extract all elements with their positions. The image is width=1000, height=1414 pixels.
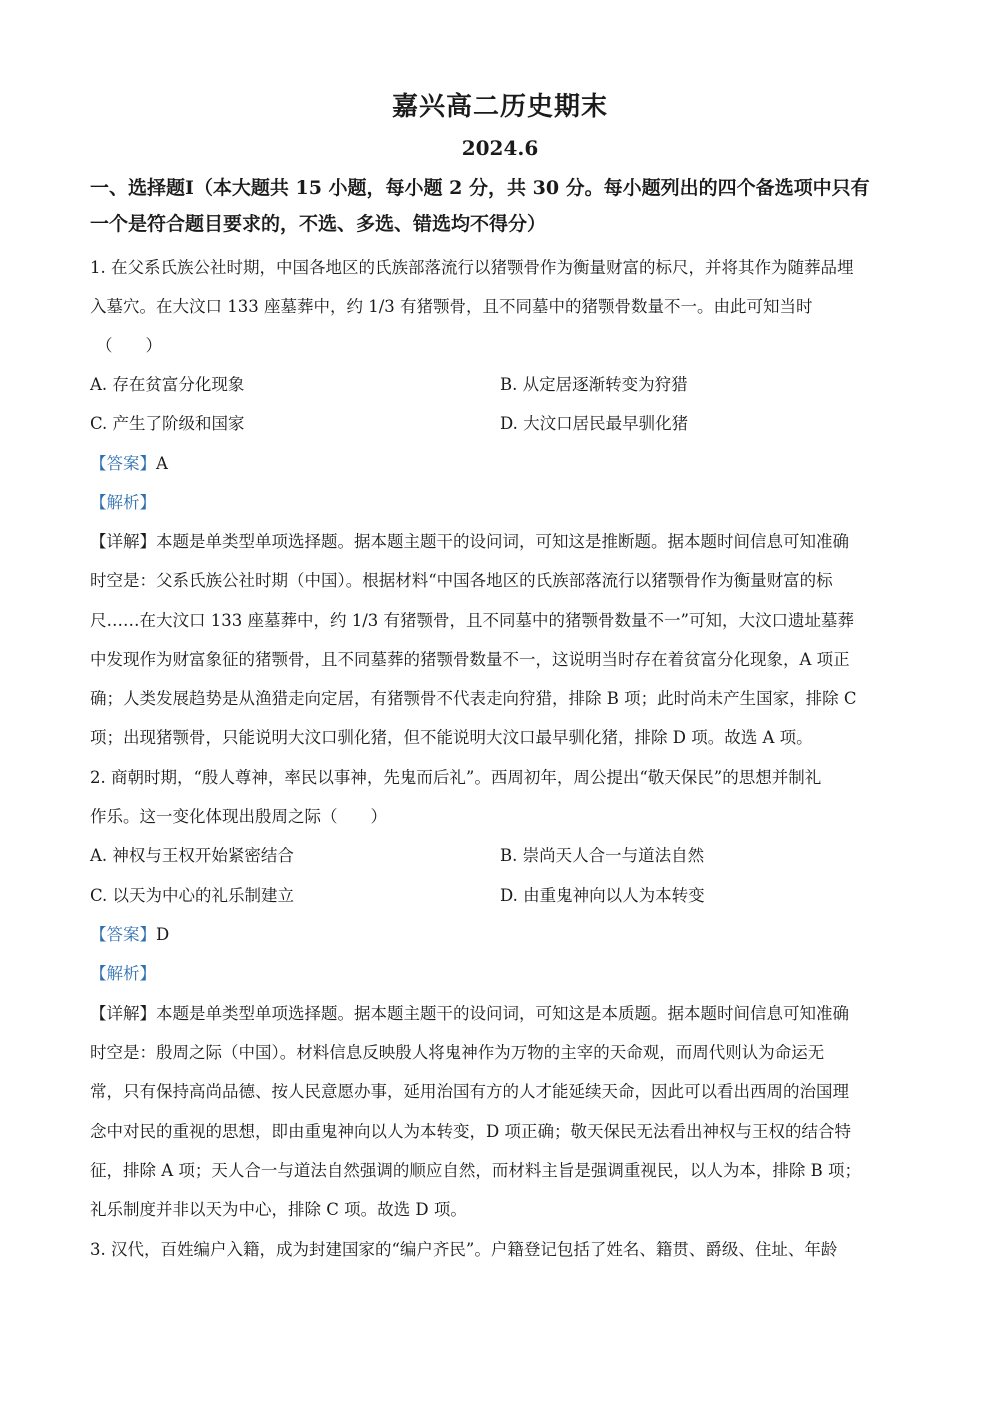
q1-detail-line-2: 时空是：父系氏族公社时期（中国）。根据材料“中国各地区的氏族部落流行以猪颚骨作为衡量财富的标 <box>90 571 833 590</box>
q2-detail-line-6: 礼乐制度并非以天为中心，排除 C 项。故选 D 项。 <box>90 1200 467 1219</box>
q2-analysis-label: 【解析】 <box>90 964 156 983</box>
q2-detail-line-4: 念中对民的重视的思想，即由重鬼神向以人为本转变，D 项正确；敬天保民无法看出神权与王权的结合特 <box>90 1122 851 1141</box>
q1-detail-first: 本题是单类型单项选择题。据本题主题干的设问词，可知这是推断题。据本题时间信息可知准确 <box>156 532 849 551</box>
section-heading-line-2: 一个是符合题目要求的，不选、多选、错选均不得分） <box>90 213 547 235</box>
q1-detail-line-3: 尺……在大汶口 133 座墓葬中，约 1/3 有猪颚骨，且不同墓中的猪颚骨数量不一”可知，大汶口遗址墓葬 <box>90 611 854 630</box>
q2-answer-value: D <box>156 925 170 944</box>
q1-option-b: B. 从定居逐渐转变为狩猎 <box>500 375 688 394</box>
q2-detail-line-5: 征，排除 A 项；天人合一与道法自然强调的顺应自然，而材料主旨是强调重视民，以人为本，排除 B 项； <box>90 1161 862 1180</box>
section-heading <box>90 170 910 242</box>
q2-analysis-row <box>90 962 156 986</box>
q1-option-c: C. 产生了阶级和国家 <box>90 414 245 433</box>
q1-detail-line-6: 项；出现猪颚骨，只能说明大汶口驯化猪，但不能说明大汶口最早驯化猪，排除 D 项。故选 A 项。 <box>90 728 813 747</box>
q1-answer-row <box>90 452 168 476</box>
q3-stem-line-1: 3. 汉代，百姓编户入籍，成为封建国家的“编户齐民”。户籍登记包括了姓名、籍贯、爵级、住址、年龄 <box>90 1240 838 1259</box>
document-title: 嘉兴高二历史期末 <box>391 92 608 122</box>
q2-detail-line-1 <box>90 1002 849 1026</box>
q2-stem-line-1: 2. 商朝时期，“殷人尊神，率民以事神，先鬼而后礼”。西周初年，周公提出“敬天保民”的思想并制礼 <box>90 768 822 787</box>
q2-option-b: B. 崇尚天人合一与道法自然 <box>500 846 705 865</box>
document-date: 2024.6 <box>461 136 539 160</box>
q1-detail-line-5: 确；人类发展趋势是从渔猎走向定居，有猪颚骨不代表走向狩猎，排除 B 项；此时尚未产生国家，排除 C <box>90 689 857 708</box>
q1-analysis-label: 【解析】 <box>90 493 156 512</box>
q2-detail-line-2: 时空是：殷周之际（中国）。材料信息反映殷人将鬼神作为万物的主宰的天命观，而周代则认为命运无 <box>90 1043 825 1062</box>
q2-detail-line-3: 常，只有保持高尚品德、按人民意愿办事，延用治国有方的人才能延续天命，因此可以看出西周的治国理 <box>90 1082 849 1101</box>
q1-answer-label: 【答案】 <box>90 454 156 473</box>
section-heading-line-1: 一、选择题Ⅰ（本大题共 15 小题，每小题 2 分，共 30 分。每小题列出的四个备选项中只有 <box>90 177 870 199</box>
q1-detail-line-1 <box>90 530 849 554</box>
q1-stem-line-2: 入墓穴。在大汶口 133 座墓葬中，约 1/3 有猪颚骨，且不同墓中的猪颚骨数量不一。由此可知当时 <box>90 297 813 316</box>
q2-option-a: A. 神权与王权开始紧密结合 <box>90 846 294 865</box>
q1-option-a: A. 存在贫富分化现象 <box>90 375 245 394</box>
q2-detail-first: 本题是单类型单项选择题。据本题主题干的设问词，可知这是本质题。据本题时间信息可知准确 <box>156 1004 849 1023</box>
q2-option-c: C. 以天为中心的礼乐制建立 <box>90 886 295 905</box>
q1-stem-line-1: 1. 在父系氏族公社时期，中国各地区的氏族部落流行以猪颚骨作为衡量财富的标尺，并将其作为随葬品埋 <box>90 258 854 277</box>
q2-stem-line-2: 作乐。这一变化体现出殷周之际（ ） <box>90 807 387 826</box>
q2-answer-row <box>90 923 169 947</box>
q2-answer-label: 【答案】 <box>90 925 156 944</box>
q2-option-d: D. 由重鬼神向以人为本转变 <box>500 886 705 905</box>
q1-option-d: D. 大汶口居民最早驯化猪 <box>500 414 689 433</box>
q1-detail-label: 【详解】 <box>90 532 156 551</box>
q1-stem-line-3: （ ） <box>96 336 162 355</box>
q1-answer-value: A <box>156 454 168 473</box>
q1-analysis-row <box>90 491 156 515</box>
q2-detail-label: 【详解】 <box>90 1004 156 1023</box>
q1-detail-line-4: 中发现作为财富象征的猪颚骨，且不同墓葬的猪颚骨数量不一，这说明当时存在着贫富分化现象，A 项正 <box>90 650 850 669</box>
